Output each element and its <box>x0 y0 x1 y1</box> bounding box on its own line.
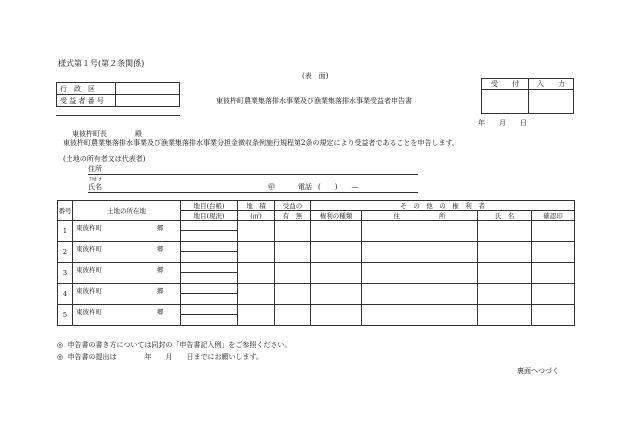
furigana-label: ﾌﾘｶﾞﾅ <box>89 177 102 183</box>
right-type-cell[interactable] <box>311 305 362 326</box>
input-header: 入 力 <box>529 79 574 90</box>
row-number: 4 <box>58 284 73 305</box>
table-row <box>58 284 575 294</box>
declaration: 東彼杵町農業集落排水事業及び漁業集落排水事業分担金徴収条例施行規程第2条の規定により受益者であることを申告します。 <box>63 139 459 147</box>
beneficiary-number-field[interactable] <box>116 95 180 107</box>
beneficiary-number-label: 受 益 者 番 号 <box>57 95 116 107</box>
receipt-stamp-area[interactable] <box>482 90 529 114</box>
land-ledger-cell[interactable] <box>181 305 238 315</box>
note-text: 申告書の書き方については同封の「申告書記入例」をご参照ください。 <box>67 341 292 349</box>
note-1 <box>57 340 291 350</box>
area-cell[interactable] <box>238 221 275 242</box>
area-cell[interactable] <box>238 284 275 305</box>
row-number: 1 <box>58 221 73 242</box>
right-type-cell[interactable] <box>311 242 362 263</box>
form-title: 東彼杵町農業集落排水事業及び漁業集落排水事業受益者申告書 <box>216 97 412 105</box>
address-header: 住 所 <box>362 211 478 221</box>
name-label: 氏名 <box>88 183 102 191</box>
seal-cell[interactable] <box>532 305 575 326</box>
benefit-cell[interactable] <box>275 284 311 305</box>
district-suffix: 郷 <box>157 266 164 274</box>
confirm-seal-header: 確認印 <box>532 211 575 221</box>
table-row <box>58 242 575 252</box>
town-name: 東彼杵町 <box>76 224 102 232</box>
town-name: 東彼杵町 <box>76 308 102 316</box>
benefit-cell[interactable] <box>275 242 311 263</box>
row-number: 5 <box>58 305 73 326</box>
benefit-header: 受益の <box>275 201 311 211</box>
area-unit-header: (㎡) <box>238 211 275 221</box>
address-line[interactable] <box>88 174 418 175</box>
land-current-cell[interactable] <box>181 231 238 242</box>
area-cell[interactable] <box>238 263 275 284</box>
benefit-cell[interactable] <box>275 221 311 242</box>
district-label: 行 政 区 <box>57 83 116 95</box>
benefit-header-2: 有 無 <box>275 211 311 221</box>
right-type-cell[interactable] <box>311 263 362 284</box>
name-cell[interactable] <box>478 305 532 326</box>
table-row <box>58 221 575 231</box>
land-current-header: 地目(現況) <box>181 211 238 221</box>
land-ledger-cell[interactable] <box>181 242 238 252</box>
form-style-number: 様式第１号(第２条関係) <box>58 59 145 68</box>
note-text: 申告書の提出は 年 月 日までにお願いします。 <box>67 353 264 361</box>
divider <box>56 115 180 116</box>
phone-format: ( ) — <box>318 183 359 191</box>
table-row <box>58 263 575 273</box>
seal-cell[interactable] <box>532 284 575 305</box>
right-type-cell[interactable] <box>311 221 362 242</box>
bullet-icon: ◎ <box>57 341 64 349</box>
location-header: 土地の所在地 <box>73 201 181 221</box>
face-label: (表 面) <box>302 72 329 80</box>
address-cell[interactable] <box>362 263 478 284</box>
town-name: 東彼杵町 <box>76 266 102 274</box>
land-ledger-header: 地目(台帳) <box>181 201 238 211</box>
row-number: 2 <box>58 242 73 263</box>
area-cell[interactable] <box>238 305 275 326</box>
admin-table <box>56 82 180 107</box>
seal-cell[interactable] <box>532 242 575 263</box>
land-current-cell[interactable] <box>181 252 238 263</box>
other-rights-header: そ の 他 の 権 利 者 <box>311 201 575 211</box>
name-cell[interactable] <box>478 221 532 242</box>
name-header: 氏 名 <box>478 211 532 221</box>
row-number: 3 <box>58 263 73 284</box>
area-cell[interactable] <box>238 242 275 263</box>
district-suffix: 郷 <box>157 245 164 253</box>
admin-row <box>57 95 180 107</box>
addressee: 東彼杵町長 殿 <box>72 130 142 138</box>
number-header: 番号 <box>58 201 73 221</box>
name-line[interactable] <box>88 192 418 193</box>
benefit-cell[interactable] <box>275 263 311 284</box>
address-cell[interactable] <box>362 242 478 263</box>
seal-cell[interactable] <box>532 221 575 242</box>
bullet-icon: ◎ <box>57 353 64 361</box>
district-suffix: 郷 <box>157 224 164 232</box>
land-ledger-cell[interactable] <box>181 221 238 231</box>
location-cell[interactable] <box>73 284 181 305</box>
location-cell[interactable] <box>73 305 181 326</box>
address-cell[interactable] <box>362 305 478 326</box>
land-ledger-cell[interactable] <box>181 263 238 273</box>
right-type-cell[interactable] <box>311 284 362 305</box>
area-header: 地 積 <box>238 201 275 211</box>
land-table <box>57 200 575 326</box>
receipt-header: 受 付 <box>482 79 529 90</box>
name-cell[interactable] <box>478 263 532 284</box>
town-name: 東彼杵町 <box>76 287 102 295</box>
location-cell[interactable] <box>73 242 181 263</box>
table-row <box>58 305 575 315</box>
land-current-cell[interactable] <box>181 273 238 284</box>
continued-note: 裏面へつづく <box>517 367 559 375</box>
district-suffix: 郷 <box>157 287 164 295</box>
benefit-cell[interactable] <box>275 305 311 326</box>
phone-label: 電話 <box>298 183 312 191</box>
address-label: 住所 <box>88 165 102 173</box>
address-cell[interactable] <box>362 221 478 242</box>
admin-row <box>57 83 180 95</box>
district-suffix: 郷 <box>157 308 164 316</box>
seal-mark: ㊞ <box>268 183 275 191</box>
location-cell[interactable] <box>73 263 181 284</box>
owner-note: (土地の所有者又は代表者) <box>63 155 146 163</box>
land-current-cell[interactable] <box>181 315 238 326</box>
address-cell[interactable] <box>362 284 478 305</box>
name-cell[interactable] <box>478 284 532 305</box>
district-field[interactable] <box>116 83 180 95</box>
right-type-header: 権利の種類 <box>311 211 362 221</box>
seal-cell[interactable] <box>532 263 575 284</box>
note-2 <box>57 352 263 362</box>
land-current-cell[interactable] <box>181 294 238 305</box>
input-stamp-area[interactable] <box>529 90 574 114</box>
name-cell[interactable] <box>478 242 532 263</box>
location-cell[interactable] <box>73 221 181 242</box>
town-name: 東彼杵町 <box>76 245 102 253</box>
land-ledger-cell[interactable] <box>181 284 238 294</box>
receipt-box <box>481 78 574 114</box>
date-line: 年 月 日 <box>478 119 527 127</box>
